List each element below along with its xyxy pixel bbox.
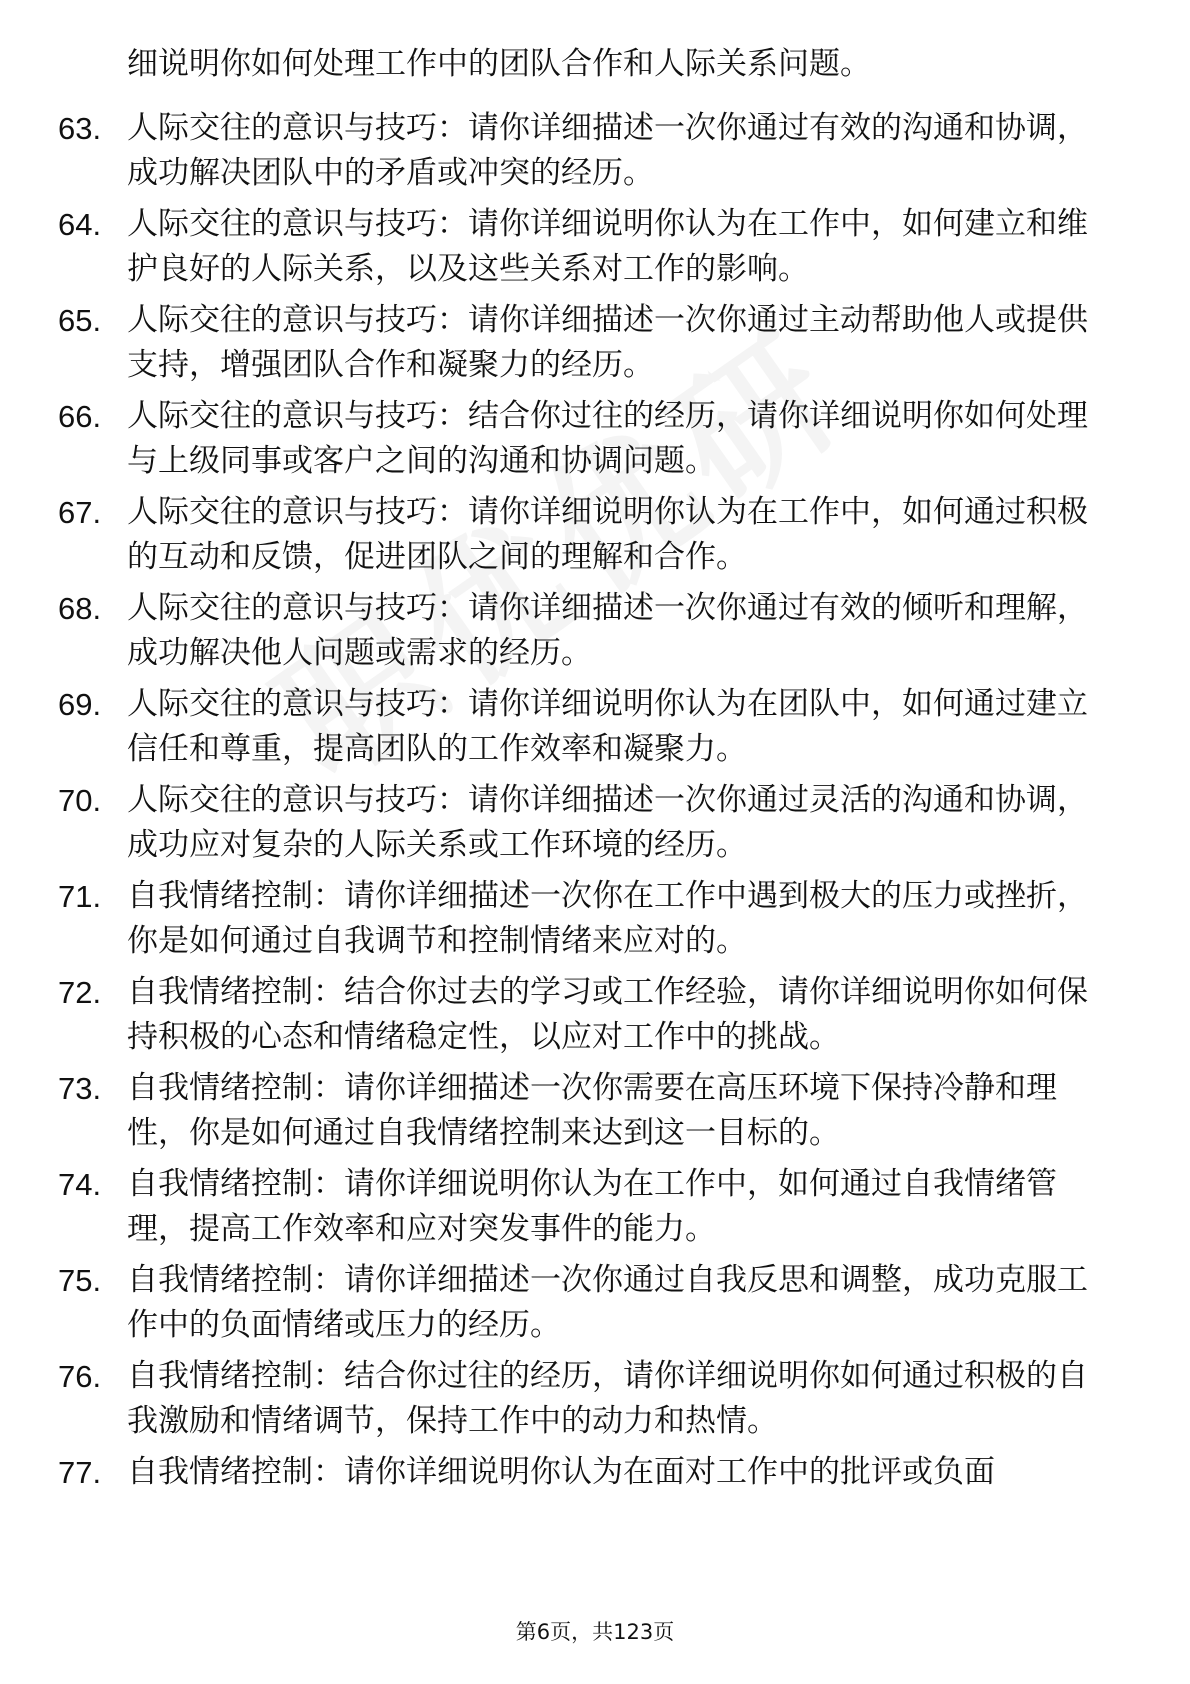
item-text: 人际交往的意识与技巧：请你详细说明你认为在团队中，如何通过建立信任和尊重，提高团队的工作效率和凝聚力。	[127, 686, 1088, 767]
item-number: 74.	[58, 1167, 102, 1202]
item-number: 66.	[58, 399, 102, 434]
item-number: 76.	[58, 1359, 102, 1394]
item-text: 人际交往的意识与技巧：结合你过往的经历，请你详细说明你如何处理与上级同事或客户之间的沟通和协调问题。	[127, 398, 1088, 479]
item-text: 自我情绪控制：结合你过往的经历，请你详细说明你如何通过积极的自我激励和情绪调节，保持工作中的动力和热情。	[127, 1358, 1088, 1439]
item-text: 自我情绪控制：请你详细说明你认为在面对工作中的批评或负面	[127, 1454, 995, 1490]
item-number: 77.	[58, 1455, 102, 1490]
page-footer: 第6页，共123页	[515, 1620, 675, 1644]
item-number: 72.	[58, 975, 102, 1010]
item-number: 70.	[58, 783, 102, 818]
item-number: 69.	[58, 687, 102, 722]
item-text: 人际交往的意识与技巧：请你详细说明你认为在工作中，如何通过积极的互动和反馈，促进团队之间的理解和合作。	[127, 494, 1088, 575]
continuation-text: 细说明你如何处理工作中的团队合作和人际关系问题。	[127, 46, 871, 82]
item-number: 75.	[58, 1263, 102, 1298]
item-number: 63.	[58, 111, 102, 146]
item-number: 68.	[58, 591, 102, 626]
item-number: 67.	[58, 495, 102, 530]
item-number: 73.	[58, 1071, 102, 1106]
item-text: 人际交往的意识与技巧：请你详细描述一次你通过主动帮助他人或提供支持，增强团队合作和凝聚力的经历。	[127, 302, 1088, 383]
item-text: 人际交往的意识与技巧：请你详细描述一次你通过有效的沟通和协调，成功解决团队中的矛盾或冲突的经历。	[127, 110, 1088, 191]
item-text: 自我情绪控制：请你详细描述一次你在工作中遇到极大的压力或挫折，你是如何通过自我调节和控制情绪来应对的。	[127, 878, 1088, 959]
item-text: 自我情绪控制：请你详细描述一次你通过自我反思和调整，成功克服工作中的负面情绪或压力的经历。	[127, 1262, 1088, 1343]
item-number: 64.	[58, 207, 102, 242]
item-text: 自我情绪控制：结合你过去的学习或工作经验，请你详细说明你如何保持积极的心态和情绪稳定性，以应对工作中的挑战。	[127, 974, 1088, 1055]
item-text: 人际交往的意识与技巧：请你详细说明你认为在工作中，如何建立和维护良好的人际关系，以及这些关系对工作的影响。	[127, 206, 1088, 287]
item-number: 65.	[58, 303, 102, 338]
item-text: 自我情绪控制：请你详细描述一次你需要在高压环境下保持冷静和理性，你是如何通过自我情绪控制来达到这一目标的。	[127, 1070, 1057, 1151]
item-number: 71.	[58, 879, 102, 914]
item-text: 自我情绪控制：请你详细说明你认为在工作中，如何通过自我情绪管理，提高工作效率和应对突发事件的能力。	[127, 1166, 1057, 1247]
item-text: 人际交往的意识与技巧：请你详细描述一次你通过灵活的沟通和协调，成功应对复杂的人际关系或工作环境的经历。	[127, 782, 1088, 863]
item-text: 人际交往的意识与技巧：请你详细描述一次你通过有效的倾听和理解，成功解决他人问题或需求的经历。	[127, 590, 1088, 671]
